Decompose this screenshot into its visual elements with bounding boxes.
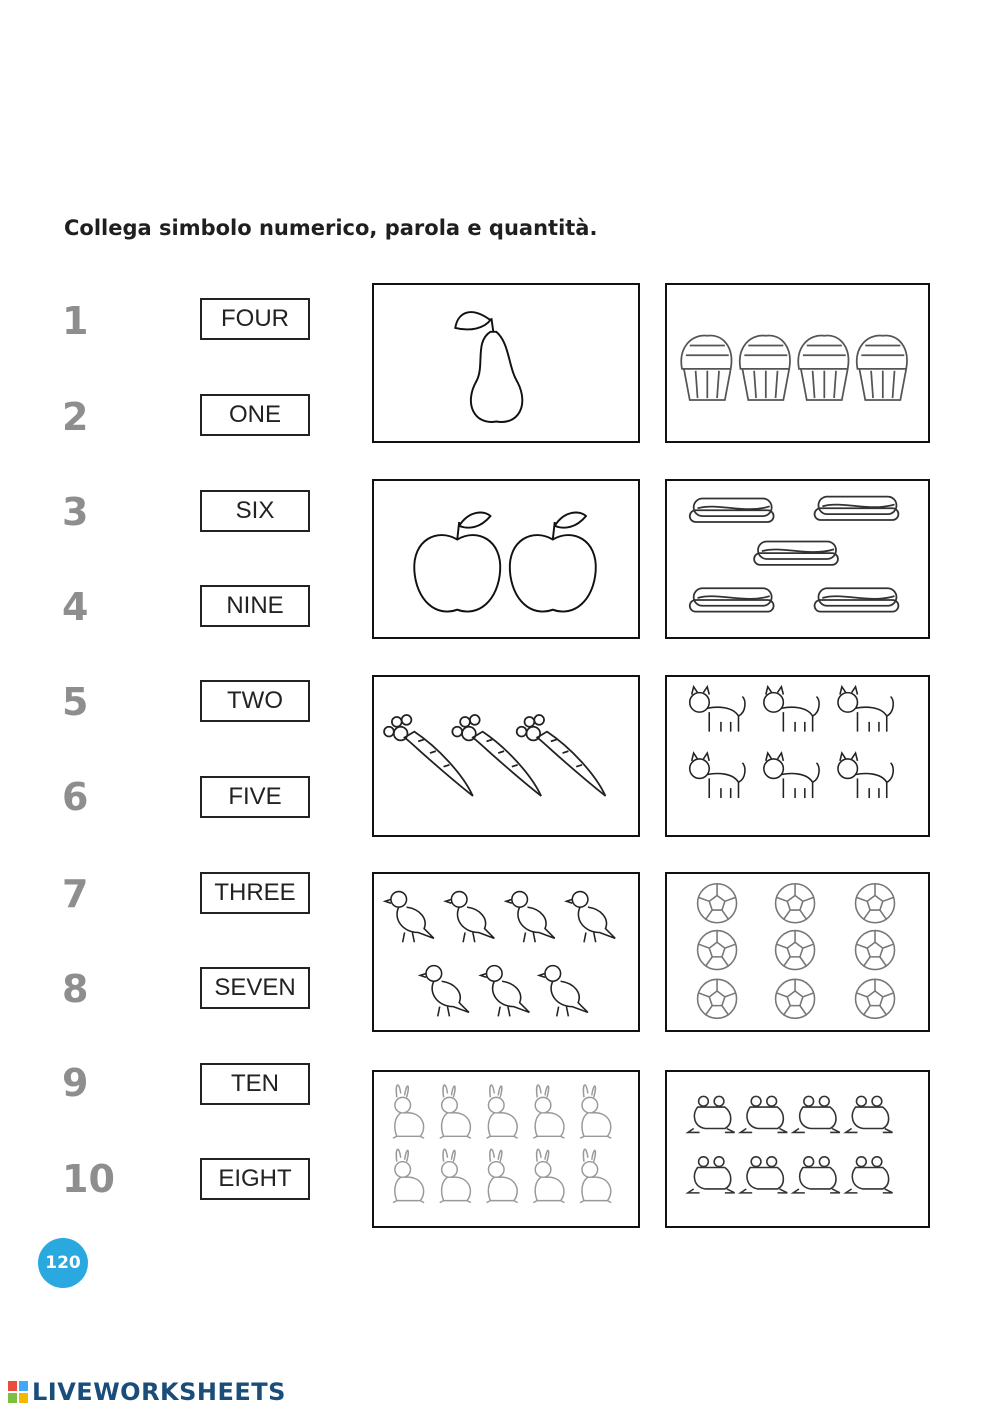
number-7: 7 (62, 872, 89, 916)
cupcake-icon (667, 285, 928, 441)
number-1: 1 (62, 299, 89, 343)
word-box-nine[interactable]: NINE (200, 585, 310, 627)
number-10: 10 (62, 1157, 115, 1201)
cat-icon (667, 677, 928, 835)
word-box-four[interactable]: FOUR (200, 298, 310, 340)
number-9: 9 (62, 1061, 89, 1105)
picture-box-carrots[interactable] (372, 675, 640, 837)
number-6: 6 (62, 775, 89, 819)
number-2: 2 (62, 395, 89, 439)
picture-box-frogs[interactable] (665, 1070, 930, 1228)
page-number-badge: 120 (38, 1238, 88, 1288)
word-box-six[interactable]: SIX (200, 490, 310, 532)
word-box-one[interactable]: ONE (200, 394, 310, 436)
number-8: 8 (62, 967, 89, 1011)
word-box-eight[interactable]: EIGHT (200, 1158, 310, 1200)
picture-box-rabbits[interactable] (372, 1070, 640, 1228)
picture-box-hotdogs[interactable] (665, 479, 930, 639)
picture-box-cats[interactable] (665, 675, 930, 837)
picture-box-pears[interactable] (372, 283, 640, 443)
word-box-ten[interactable]: TEN (200, 1063, 310, 1105)
pear-icon (374, 285, 638, 441)
word-box-seven[interactable]: SEVEN (200, 967, 310, 1009)
number-4: 4 (62, 585, 89, 629)
word-box-three[interactable]: THREE (200, 872, 310, 914)
picture-box-cupcakes[interactable] (665, 283, 930, 443)
number-3: 3 (62, 490, 89, 534)
carrot-icon (374, 677, 638, 835)
frog-icon (667, 1072, 928, 1226)
word-box-five[interactable]: FIVE (200, 776, 310, 818)
picture-box-balls[interactable] (665, 872, 930, 1032)
bird-icon (374, 874, 638, 1030)
liveworksheets-logo-icon (8, 1381, 28, 1403)
picture-box-apples[interactable] (372, 479, 640, 639)
ball-icon (667, 874, 928, 1030)
apple-icon (374, 481, 638, 637)
instruction-text: Collega simbolo numerico, parola e quantità. (64, 216, 598, 240)
rabbit-icon (374, 1072, 638, 1226)
picture-box-birds[interactable] (372, 872, 640, 1032)
footer-brand-text: LIVEWORKSHEETS (32, 1378, 286, 1406)
number-5: 5 (62, 680, 89, 724)
hotdog-icon (667, 481, 928, 637)
footer-brand (8, 1378, 286, 1406)
word-box-two[interactable]: TWO (200, 680, 310, 722)
